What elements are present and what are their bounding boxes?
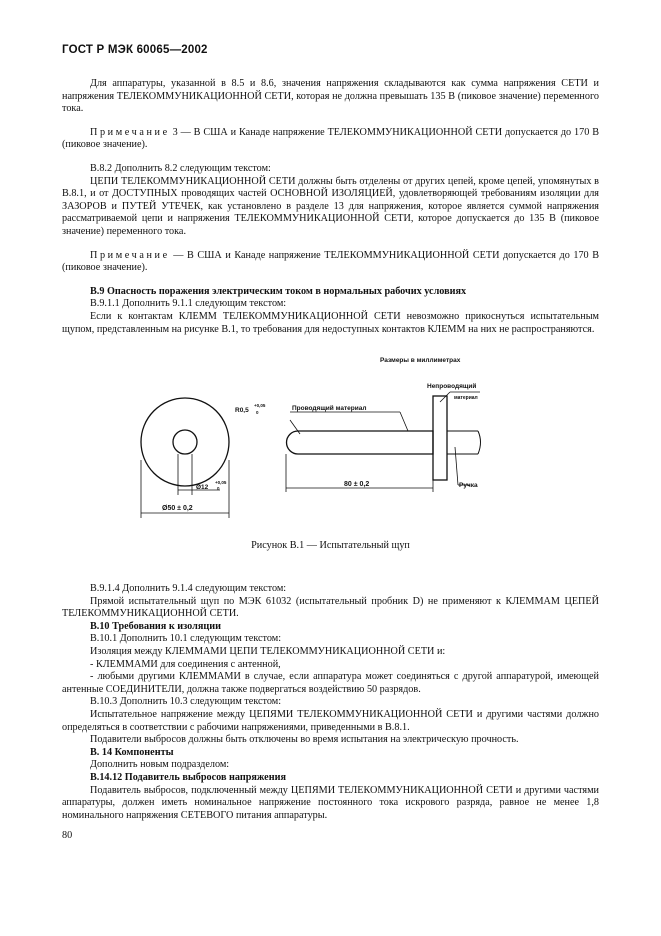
probe-rod	[287, 431, 433, 454]
clause-b103-text: Испытательное напряжение между ЦЕПЯМИ ТЕЛЕКОММУНИКАЦИОННОЙ СЕТИ и другими частями должно определяться в соответствии с рабочими напряжениями, приведенными в В.8.1.	[62, 708, 599, 733]
conductive-leader-d	[400, 412, 408, 431]
section-b10-title: В.10 Требования к изоляции	[90, 620, 221, 632]
clause-b103-heading: В.10.3 Дополнить 10.3 следующим текстом:	[90, 696, 282, 708]
clause-b911-heading: В.9.1.1 Дополнить 9.1.1 следующим текстом:	[90, 298, 287, 310]
dim-radius-tol-lower: 0	[256, 410, 259, 415]
probe-handle-break	[478, 431, 481, 454]
figure-dims-note: Размеры в миллиметрах	[380, 357, 461, 364]
clause-b101-item-2: - любыми другими КЛЕММАМИ в случае, если аппаратура может соединяться с другой аппаратурой, имеющей антенные СОЕДИНИТЕЛИ, должна также подвергаться воздействию 50 разрядов.	[62, 671, 599, 695]
nonconductive-leader-d	[440, 392, 450, 402]
note-plain	[62, 250, 599, 275]
clause-b103-text-2: Подавители выбросов должны быть отключены во время испытания на электрическую прочность.	[90, 734, 519, 746]
figure-caption: Рисунок В.1 — Испытательный щуп	[251, 540, 410, 551]
clause-b82-text: ЦЕПИ ТЕЛЕКОММУНИКАЦИОННОЙ СЕТИ должны быть отделены от других цепей, кроме цепей, упомянутых в В.8.1, и от ДОСТУПНЫХ проводящих частей ОСНОВНОЙ ИЗОЛЯЦИЕЙ, удовлетворяющей требованиям изоляции для ЗАЗОРОВ и ПУТЕЙ УТЕЧЕК, как установлено в разделе 13 для напряжения, которое является суммой напряжения рассматриваемой цепи и напряжения ТЕЛЕКОММУНИКАЦИОННОЙ СЕТИ, которое допускается до 135 В (пиковое значение) переменного тока.	[62, 175, 599, 237]
clause-b911-text: Если к контактам КЛЕММ ТЕЛЕКОММУНИКАЦИОННОЙ СЕТИ невозможно прикоснуться испытательным щупом, представленным на рисунке В.1, то требования для недоступных контактов КЛЕММ на них не распространяются.	[62, 310, 599, 335]
bottom-text-block	[62, 583, 599, 822]
note-3-text: 3 — В США и Канаде напряжение ТЕЛЕКОММУНИКАЦИОННОЙ СЕТИ допускается до 170 В (пиковое значение).	[62, 126, 599, 151]
probe-front-outer-circle	[141, 398, 229, 486]
note-3	[62, 127, 599, 152]
label-handle: Ручка	[459, 482, 478, 489]
top-text-block	[62, 78, 599, 336]
probe-stop-flange	[433, 396, 447, 480]
dim-small-tol-upper: +0,05	[215, 480, 227, 485]
test-probe-figure	[120, 350, 520, 530]
clause-b101-heading: В.10.1 Дополнить 10.1 следующим текстом:	[90, 633, 282, 645]
clause-b82-heading: В.8.2 Дополнить 8.2 следующим текстом:	[90, 162, 271, 174]
probe-front-view	[141, 398, 229, 518]
section-b14-text: Дополнить новым подразделом:	[90, 759, 230, 771]
handle-leader	[455, 447, 458, 485]
note-text: — В США и Канаде напряжение ТЕЛЕКОММУНИКАЦИОННОЙ СЕТИ допускается до 170 В (пиковое значение).	[62, 249, 599, 274]
clause-b1412-text: Подавитель выбросов, подключенный между ЦЕПЯМИ ТЕЛЕКОММУНИКАЦИОННОЙ СЕТИ и другими частями аппаратуры, должен иметь номинальное напряжение постоянного тока искрового разряда, равное не менее 1,8 номинального напряжения СЕТЕВОГО питания аппаратуры.	[62, 784, 599, 821]
page-number: 80	[62, 830, 73, 841]
label-nonconductive: Непроводящий	[427, 383, 477, 390]
dim-small-diameter: Ø12	[196, 484, 209, 491]
label-material: материал	[454, 395, 478, 401]
document-header: ГОСТ Р МЭК 60065—2002	[62, 44, 208, 56]
dim-big-diameter: Ø50 ± 0,2	[162, 505, 193, 512]
note-label: Примечание	[90, 249, 170, 261]
clause-b1412-title: В.14.12 Подавитель выбросов напряжения	[90, 771, 286, 783]
clause-b914-heading: В.9.1.4 Дополнить 9.1.4 следующим текстом:	[90, 583, 287, 594]
dim-length: 80 ± 0,2	[344, 481, 370, 488]
section-b14-title: В. 14 Компоненты	[90, 746, 174, 758]
clause-b914-text: Прямой испытательный щуп по МЭК 61032 (испытательный пробник D) не применяют к КЛЕММАМ ЦЕПЕЙ ТЕЛЕКОММУНИКАЦИОННОЙ СЕТИ.	[62, 595, 599, 620]
clause-b101-text: Изоляция между КЛЕММАМИ ЦЕПИ ТЕЛЕКОММУНИКАЦИОННОЙ СЕТИ и:	[90, 645, 446, 657]
note-3-label: Примечание	[90, 126, 170, 138]
dim-small-tol-lower: 0	[217, 486, 220, 491]
section-b9-title: В.9 Опасность поражения электрическим током в нормальных рабочих условиях	[90, 285, 467, 297]
label-conductive-material: Проводящий материал	[292, 405, 367, 412]
probe-front-inner-circle	[173, 430, 197, 454]
dim-radius-tol-upper: +0,05	[254, 403, 266, 408]
paragraph-voltage-sum: Для аппаратуры, указанной в 8.5 и 8.6, значения напряжения складываются как сумма напряжения СЕТИ и напряжения ТЕЛЕКОММУНИКАЦИОННОЙ СЕТИ, которая не должна превышать 135 В (пиковое значение) переменного тока.	[62, 78, 599, 115]
dim-radius: R0,5	[235, 407, 249, 414]
clause-b101-item-1: - КЛЕММАМИ для соединения с антенной,	[90, 658, 281, 670]
